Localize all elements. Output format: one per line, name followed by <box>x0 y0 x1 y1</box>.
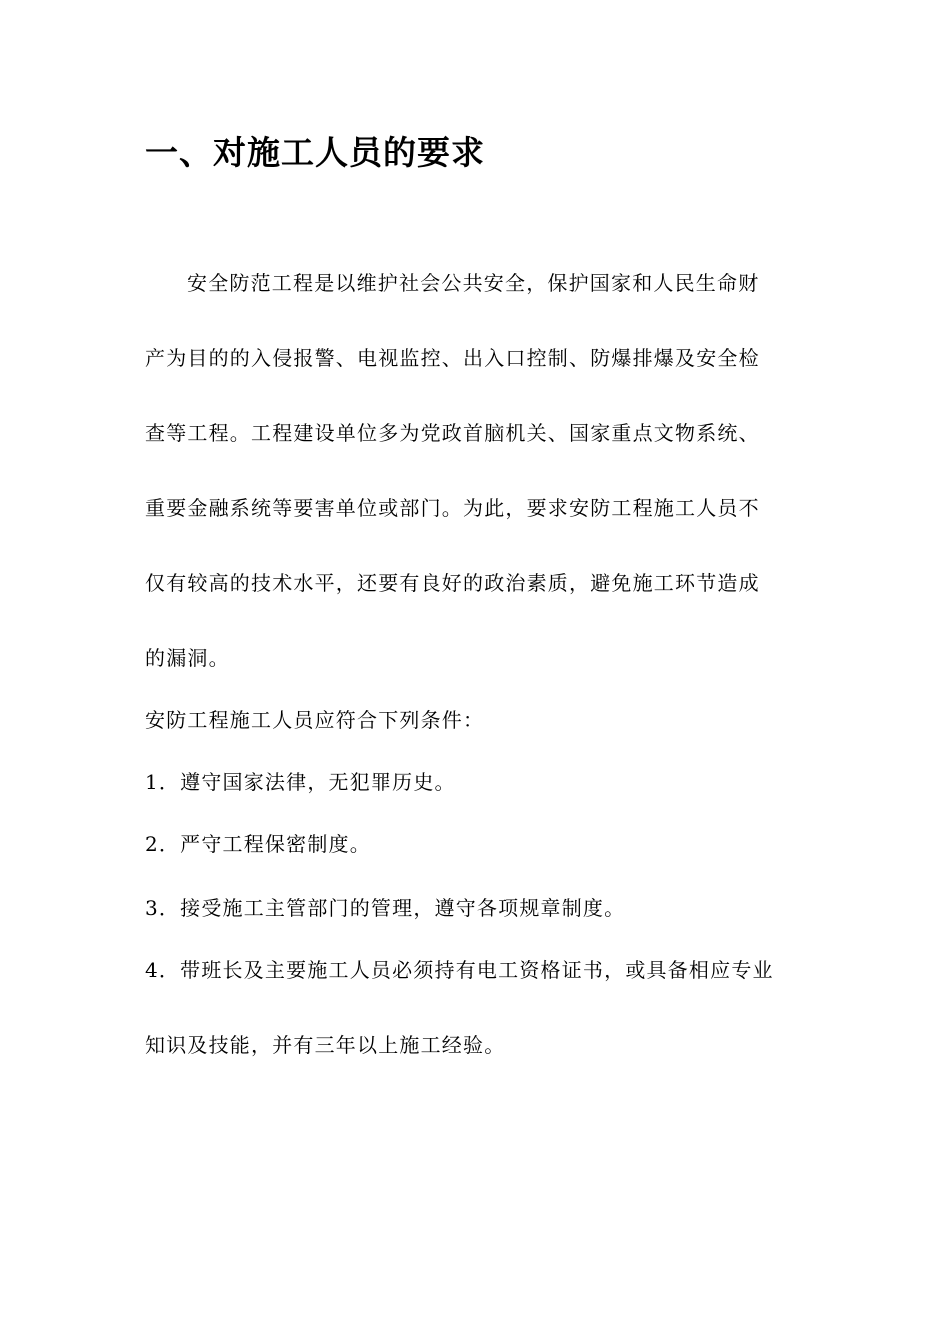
section-heading: 一、对施工人员的要求 <box>145 133 485 172</box>
paragraph-line-3: 查等工程。工程建设单位多为党政首脑机关、国家重点文物系统、 <box>145 421 760 445</box>
paragraph-line-2: 产为目的的入侵报警、电视监控、出入口控制、防爆排爆及安全检 <box>145 346 760 370</box>
paragraph-line-1: 安全防范工程是以维护社会公共安全，保护国家和人民生命财 <box>187 271 760 295</box>
condition-item-4: 4．带班长及主要施工人员必须持有电工资格证书，或具备相应专业 <box>145 958 774 982</box>
paragraph-line-5: 仅有较高的技术水平，还要有良好的政治素质，避免施工环节造成 <box>145 571 760 595</box>
condition-item-2: 2．严守工程保密制度。 <box>145 832 371 856</box>
paragraph-line-4: 重要金融系统等要害单位或部门。为此，要求安防工程施工人员不 <box>145 496 760 520</box>
conditions-intro: 安防工程施工人员应符合下列条件： <box>145 708 485 732</box>
condition-item-1: 1．遵守国家法律，无犯罪历史。 <box>145 770 456 794</box>
condition-item-4-continuation: 知识及技能，并有三年以上施工经验。 <box>145 1033 506 1057</box>
paragraph-line-6: 的漏洞。 <box>145 646 230 670</box>
condition-item-3: 3．接受施工主管部门的管理，遵守各项规章制度。 <box>145 896 626 920</box>
